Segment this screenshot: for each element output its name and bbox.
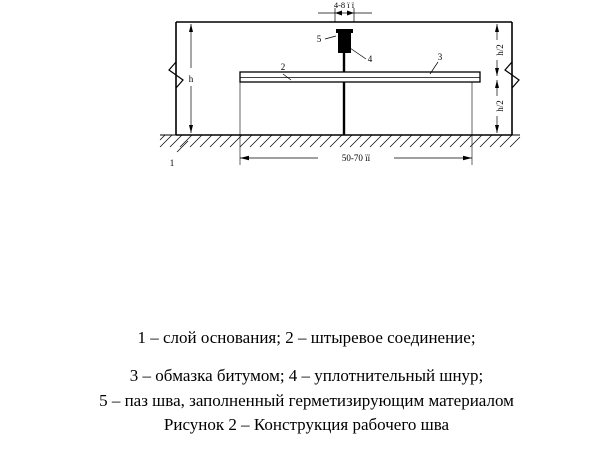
callout-3-label: 3	[437, 52, 443, 62]
callout-1	[170, 141, 188, 168]
figure-diagram	[0, 0, 613, 190]
callout-3	[430, 52, 443, 74]
right-lower-label: h/2	[495, 100, 505, 112]
callout-5	[317, 34, 336, 44]
top-dimension-label: 4-8 ï ï	[333, 0, 355, 10]
joint-groove	[336, 29, 353, 53]
caption-line-3: 5 – паз шва, заполненный герметизирующим материалом	[99, 391, 514, 410]
ground-hatching	[160, 135, 520, 147]
bottom-dimension-label: 50-70 ïï	[341, 153, 371, 163]
right-upper-dimension	[489, 24, 506, 76]
left-height-label: h	[188, 74, 194, 84]
caption-line-4: Рисунок 2 – Конструкция рабочего шва	[163, 415, 450, 434]
callout-5-label: 5	[316, 34, 322, 44]
right-upper-label: h/2	[495, 44, 505, 56]
right-lower-dimension	[489, 80, 506, 133]
left-height-dimension	[185, 24, 198, 133]
caption-line-2: 3 – обмазка битумом; 4 – уплотнительный шнур;	[129, 366, 484, 385]
callout-1-label: 1	[169, 158, 175, 168]
caption-spacer	[0, 351, 613, 363]
callout-4-label: 4	[367, 54, 373, 64]
callout-2-label: 2	[280, 62, 286, 72]
caption-line-1: 1 – слой основания; 2 – штыревое соединение;	[137, 328, 476, 347]
dowel-bar	[240, 72, 480, 82]
top-dimension	[318, 0, 372, 22]
bottom-dimension	[240, 82, 472, 165]
figure-caption	[0, 325, 613, 437]
callout-4	[350, 48, 373, 64]
joint-construction-drawing	[0, 0, 613, 190]
